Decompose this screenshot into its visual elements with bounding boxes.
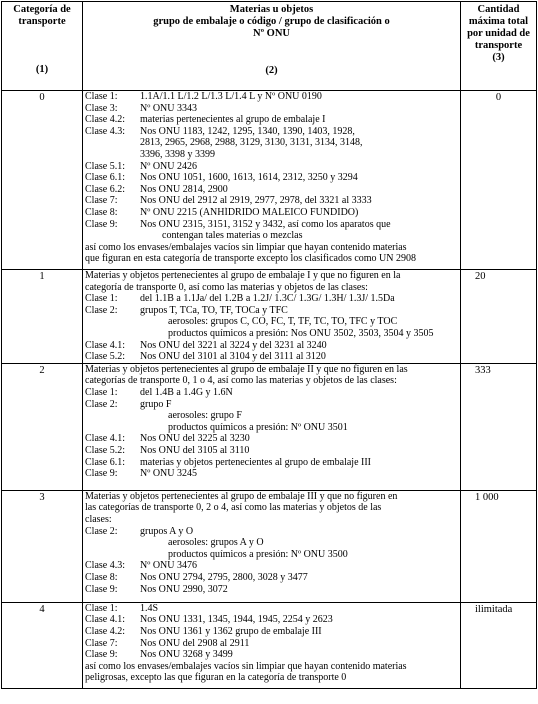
materials-text: peligrosas, excepto las que figuran en la categoría de transporte 0 [85, 672, 347, 684]
materials-line [85, 351, 458, 363]
materials-text: así como los envases/embalajes vacíos sin limpiar que hayan contenido materias [85, 241, 407, 253]
materials-text: productos químicos a presión: Nos ONU 3502, 3503, 3504 y 3505 [168, 327, 434, 339]
materials-cell [83, 602, 461, 688]
class-label: Clase 2: [85, 304, 118, 316]
class-label: Clase 6.2: [85, 183, 125, 195]
class-label: Clase 5.2: [85, 444, 125, 456]
class-label: Clase 4.2: [85, 625, 125, 637]
class-label: Clase 6.1: [85, 456, 125, 468]
class-label: Clase 7: [85, 637, 118, 649]
materials-text: Nos ONU 2814, 2900 [140, 183, 228, 195]
materials-line [85, 340, 458, 352]
materials-line [85, 364, 458, 376]
class-label: Clase 4.1: [85, 433, 125, 445]
materials-line [85, 572, 458, 584]
table-row [2, 363, 537, 490]
header-category-number: (1) [35, 64, 49, 75]
category-value: 1 [39, 271, 45, 282]
quantity-value: 333 [475, 364, 491, 376]
materials-text: 3396, 3398 y 3399 [140, 148, 215, 160]
class-label: Clase 7: [85, 195, 118, 207]
materials-line [85, 195, 458, 207]
materials-text: Nos ONU del 2912 al 2919, 2977, 2978, del 3321 al 3333 [140, 195, 372, 207]
materials-text: Materias y objetos pertenecientes al grupo de embalaje I y que no figuren en la [85, 270, 401, 281]
materials-line [85, 584, 458, 596]
materials-cell [83, 490, 461, 602]
materials-line [85, 672, 458, 684]
materials-text: del 1.1B a 1.1Ja/ del 1.2B a 1.2J/ 1.3C/ 1.3G/ 1.3H/ 1.3J/ 1.5Da [140, 293, 395, 305]
class-label: Clase 1: [85, 91, 118, 102]
materials-cell [83, 270, 461, 364]
materials-text: categoría de transporte 0, así como las materias y objetos de las clases: [85, 281, 368, 293]
class-label: Clase 4.3: [85, 560, 125, 572]
class-label: Clase 8: [85, 571, 118, 583]
materials-line [85, 114, 458, 126]
materials-text: Nº ONU 3245 [140, 468, 197, 480]
category-cell [2, 490, 83, 602]
materials-line [85, 328, 458, 340]
materials-line [85, 103, 458, 115]
materials-line [85, 207, 458, 219]
header-materials-line2: grupo de embalaje o código / grupo de clasificación o [153, 16, 390, 27]
materials-text: Nº ONU 3476 [140, 560, 197, 572]
materials-text: Nos ONU del 3101 al 3104 y del 3111 al 3120 [140, 351, 326, 363]
materials-text: Nos ONU 1331, 1345, 1944, 1945, 2254 y 2623 [140, 614, 333, 626]
class-label: Clase 8: [85, 206, 118, 218]
table-header-row [2, 2, 537, 91]
materials-line [85, 491, 458, 503]
class-label: Clase 1: [85, 293, 118, 305]
quantity-value: 20 [475, 271, 486, 282]
materials-line [85, 305, 458, 317]
materials-line [85, 445, 458, 457]
materials-text: Nº ONU 2426 [140, 160, 197, 172]
materials-line [85, 316, 458, 328]
materials-line [85, 149, 458, 161]
materials-line [85, 270, 458, 282]
materials-line [85, 375, 458, 387]
materials-text: materias y objetos pertenecientes al grupo de embalaje III [140, 456, 372, 468]
category-value: 3 [39, 491, 45, 503]
materials-line [85, 614, 458, 626]
materials-text: Nos ONU del 2908 al 2911 [140, 637, 250, 649]
header-quantity-number: (3) [492, 52, 505, 63]
materials-text: Nº ONU 3343 [140, 102, 197, 114]
materials-text: Materias y objetos pertenecientes al grupo de embalaje II y que no figuren en las [85, 363, 408, 375]
materials-line [85, 468, 458, 480]
materials-line [85, 126, 458, 138]
materials-cell [83, 91, 461, 270]
quantity-cell [461, 490, 537, 602]
materials-text: las categorías de transporte 0, 2 o 4, así como las materias y objetos de las [85, 502, 382, 514]
header-materials [83, 2, 461, 91]
materials-line [85, 161, 458, 173]
materials-line [85, 91, 458, 103]
materials-text: Nos ONU 1183, 1242, 1295, 1340, 1390, 1403, 1928, [140, 125, 355, 137]
materials-line [85, 230, 458, 242]
materials-line [85, 603, 458, 615]
materials-text: 1.1A/1.1 L/1.2 L/1.3 L/1.4 L y Nº ONU 0190 [140, 91, 322, 102]
materials-text: Nos ONU 1051, 1600, 1613, 1614, 2312, 3250 y 3294 [140, 172, 358, 184]
materials-text: del 1.4B a 1.4G y 1.6N [140, 386, 233, 398]
header-category-text: Categoría de transporte [13, 4, 71, 27]
quantity-cell [461, 363, 537, 490]
category-cell [2, 363, 83, 490]
materials-line [85, 537, 458, 549]
materials-line [85, 137, 458, 149]
quantity-value: ilimitada [475, 603, 513, 615]
materials-text: materias pertenecientes al grupo de embalaje I [140, 114, 326, 126]
materials-text: aerosoles: grupos C, CO, FC, T, TF, TC, TO, TFC y TOC [168, 316, 398, 328]
materials-line [85, 433, 458, 445]
materials-line [85, 184, 458, 196]
materials-line [85, 293, 458, 305]
materials-text: que figuran en esta categoría de transporte excepto los clasificados como UN 2908 [85, 253, 416, 265]
materials-text: aerosoles: grupos A y O [168, 537, 264, 549]
materials-text: Nos ONU 1361 y 1362 grupo de embalaje III [140, 625, 322, 637]
category-cell [2, 602, 83, 688]
header-materials-number: (2) [265, 65, 278, 76]
materials-text: Nos ONU del 3221 al 3224 y del 3231 al 3240 [140, 339, 327, 351]
materials-text: así como los envases/embalajes vacíos sin limpiar que hayan contenido materias [85, 660, 407, 672]
materials-line [85, 549, 458, 561]
class-label: Clase 4.1: [85, 614, 125, 626]
materials-line [85, 422, 458, 434]
materials-text: 1.4S [140, 602, 159, 614]
materials-line [85, 502, 458, 514]
materials-line [85, 560, 458, 572]
materials-cell [83, 363, 461, 490]
materials-line [85, 638, 458, 650]
table-row [2, 270, 537, 364]
header-materials-line1: Materias u objetos [229, 4, 314, 15]
class-label: Clase 3: [85, 102, 118, 114]
materials-text: categorías de transporte 0, 1 o 4, así como las materias y objetos de las clases: [85, 375, 397, 387]
category-value: 2 [39, 364, 45, 376]
class-label: Clase 4.1: [85, 339, 125, 351]
header-quantity [461, 2, 537, 91]
materials-line [85, 649, 458, 661]
materials-text: Nos ONU 2794, 2795, 2800, 3028 y 3477 [140, 571, 308, 583]
materials-text: Nos ONU 2990, 3072 [140, 583, 228, 595]
class-label: Clase 9: [85, 468, 118, 480]
materials-line [85, 387, 458, 399]
quantity-cell [461, 602, 537, 688]
materials-line [85, 282, 458, 294]
materials-text: Nº ONU 2215 (ANHÍDRIDO MALEICO FUNDIDO) [140, 206, 359, 218]
materials-line [85, 172, 458, 184]
category-value: 4 [39, 603, 45, 615]
materials-text: clases: [85, 513, 112, 525]
quantity-value: 1 000 [475, 491, 499, 503]
materials-text: grupo F [140, 398, 172, 410]
materials-line [85, 410, 458, 422]
class-label: Clase 9: [85, 218, 118, 230]
class-label: Clase 6.1: [85, 172, 125, 184]
header-quantity-text: Cantidad máxima total por unidad de transporte [467, 4, 530, 51]
materials-text: Nos ONU 2315, 3151, 3152 y 3432, así como los aparatos que [140, 218, 391, 230]
materials-text: Nos ONU 3268 y 3499 [140, 649, 233, 661]
table-row [2, 91, 537, 270]
materials-text: grupos A y O [140, 525, 194, 537]
class-label: Clase 2: [85, 398, 118, 410]
materials-text: aerosoles: grupo F [168, 410, 242, 422]
materials-line [85, 526, 458, 538]
materials-line [85, 219, 458, 231]
category-cell [2, 270, 83, 364]
class-label: Clase 9: [85, 583, 118, 595]
class-label: Clase 1: [85, 386, 118, 398]
materials-line [85, 626, 458, 638]
header-category [2, 2, 83, 91]
quantity-value: 0 [495, 92, 502, 103]
class-label: Clase 4.3: [85, 125, 125, 137]
materials-line [85, 661, 458, 673]
materials-text: Nos ONU del 3225 al 3230 [140, 433, 250, 445]
materials-text: contengan tales materias o mezclas [162, 230, 303, 242]
category-cell [2, 91, 83, 270]
materials-text: productos químicos a presión: Nº ONU 3501 [168, 421, 348, 433]
transport-category-table [1, 1, 537, 689]
materials-line [85, 399, 458, 411]
quantity-cell [461, 270, 537, 364]
materials-text: 2813, 2965, 2968, 2988, 3129, 3130, 3131, 3134, 3148, [140, 137, 363, 149]
materials-line [85, 253, 458, 265]
class-label: Clase 4.2: [85, 114, 125, 126]
class-label: Clase 5.2: [85, 351, 125, 363]
class-label: Clase 9: [85, 649, 118, 661]
class-label: Clase 2: [85, 525, 118, 537]
materials-text: Materias y objetos pertenecientes al grupo de embalaje III y que no figuren en [85, 490, 398, 502]
materials-line [85, 457, 458, 469]
header-materials-line3: Nº ONU [252, 28, 290, 39]
materials-line [85, 242, 458, 254]
quantity-cell [461, 91, 537, 270]
class-label: Clase 1: [85, 602, 118, 614]
class-label: Clase 5.1: [85, 160, 125, 172]
materials-text: grupos T, TCa, TO, TF, TOCa y TFC [140, 304, 288, 316]
table-row [2, 490, 537, 602]
table-row [2, 602, 537, 688]
materials-line [85, 514, 458, 526]
materials-text: Nos ONU del 3105 al 3110 [140, 444, 250, 456]
category-value: 0 [39, 92, 45, 103]
materials-text: productos químicos a presión: Nº ONU 3500 [168, 548, 348, 560]
